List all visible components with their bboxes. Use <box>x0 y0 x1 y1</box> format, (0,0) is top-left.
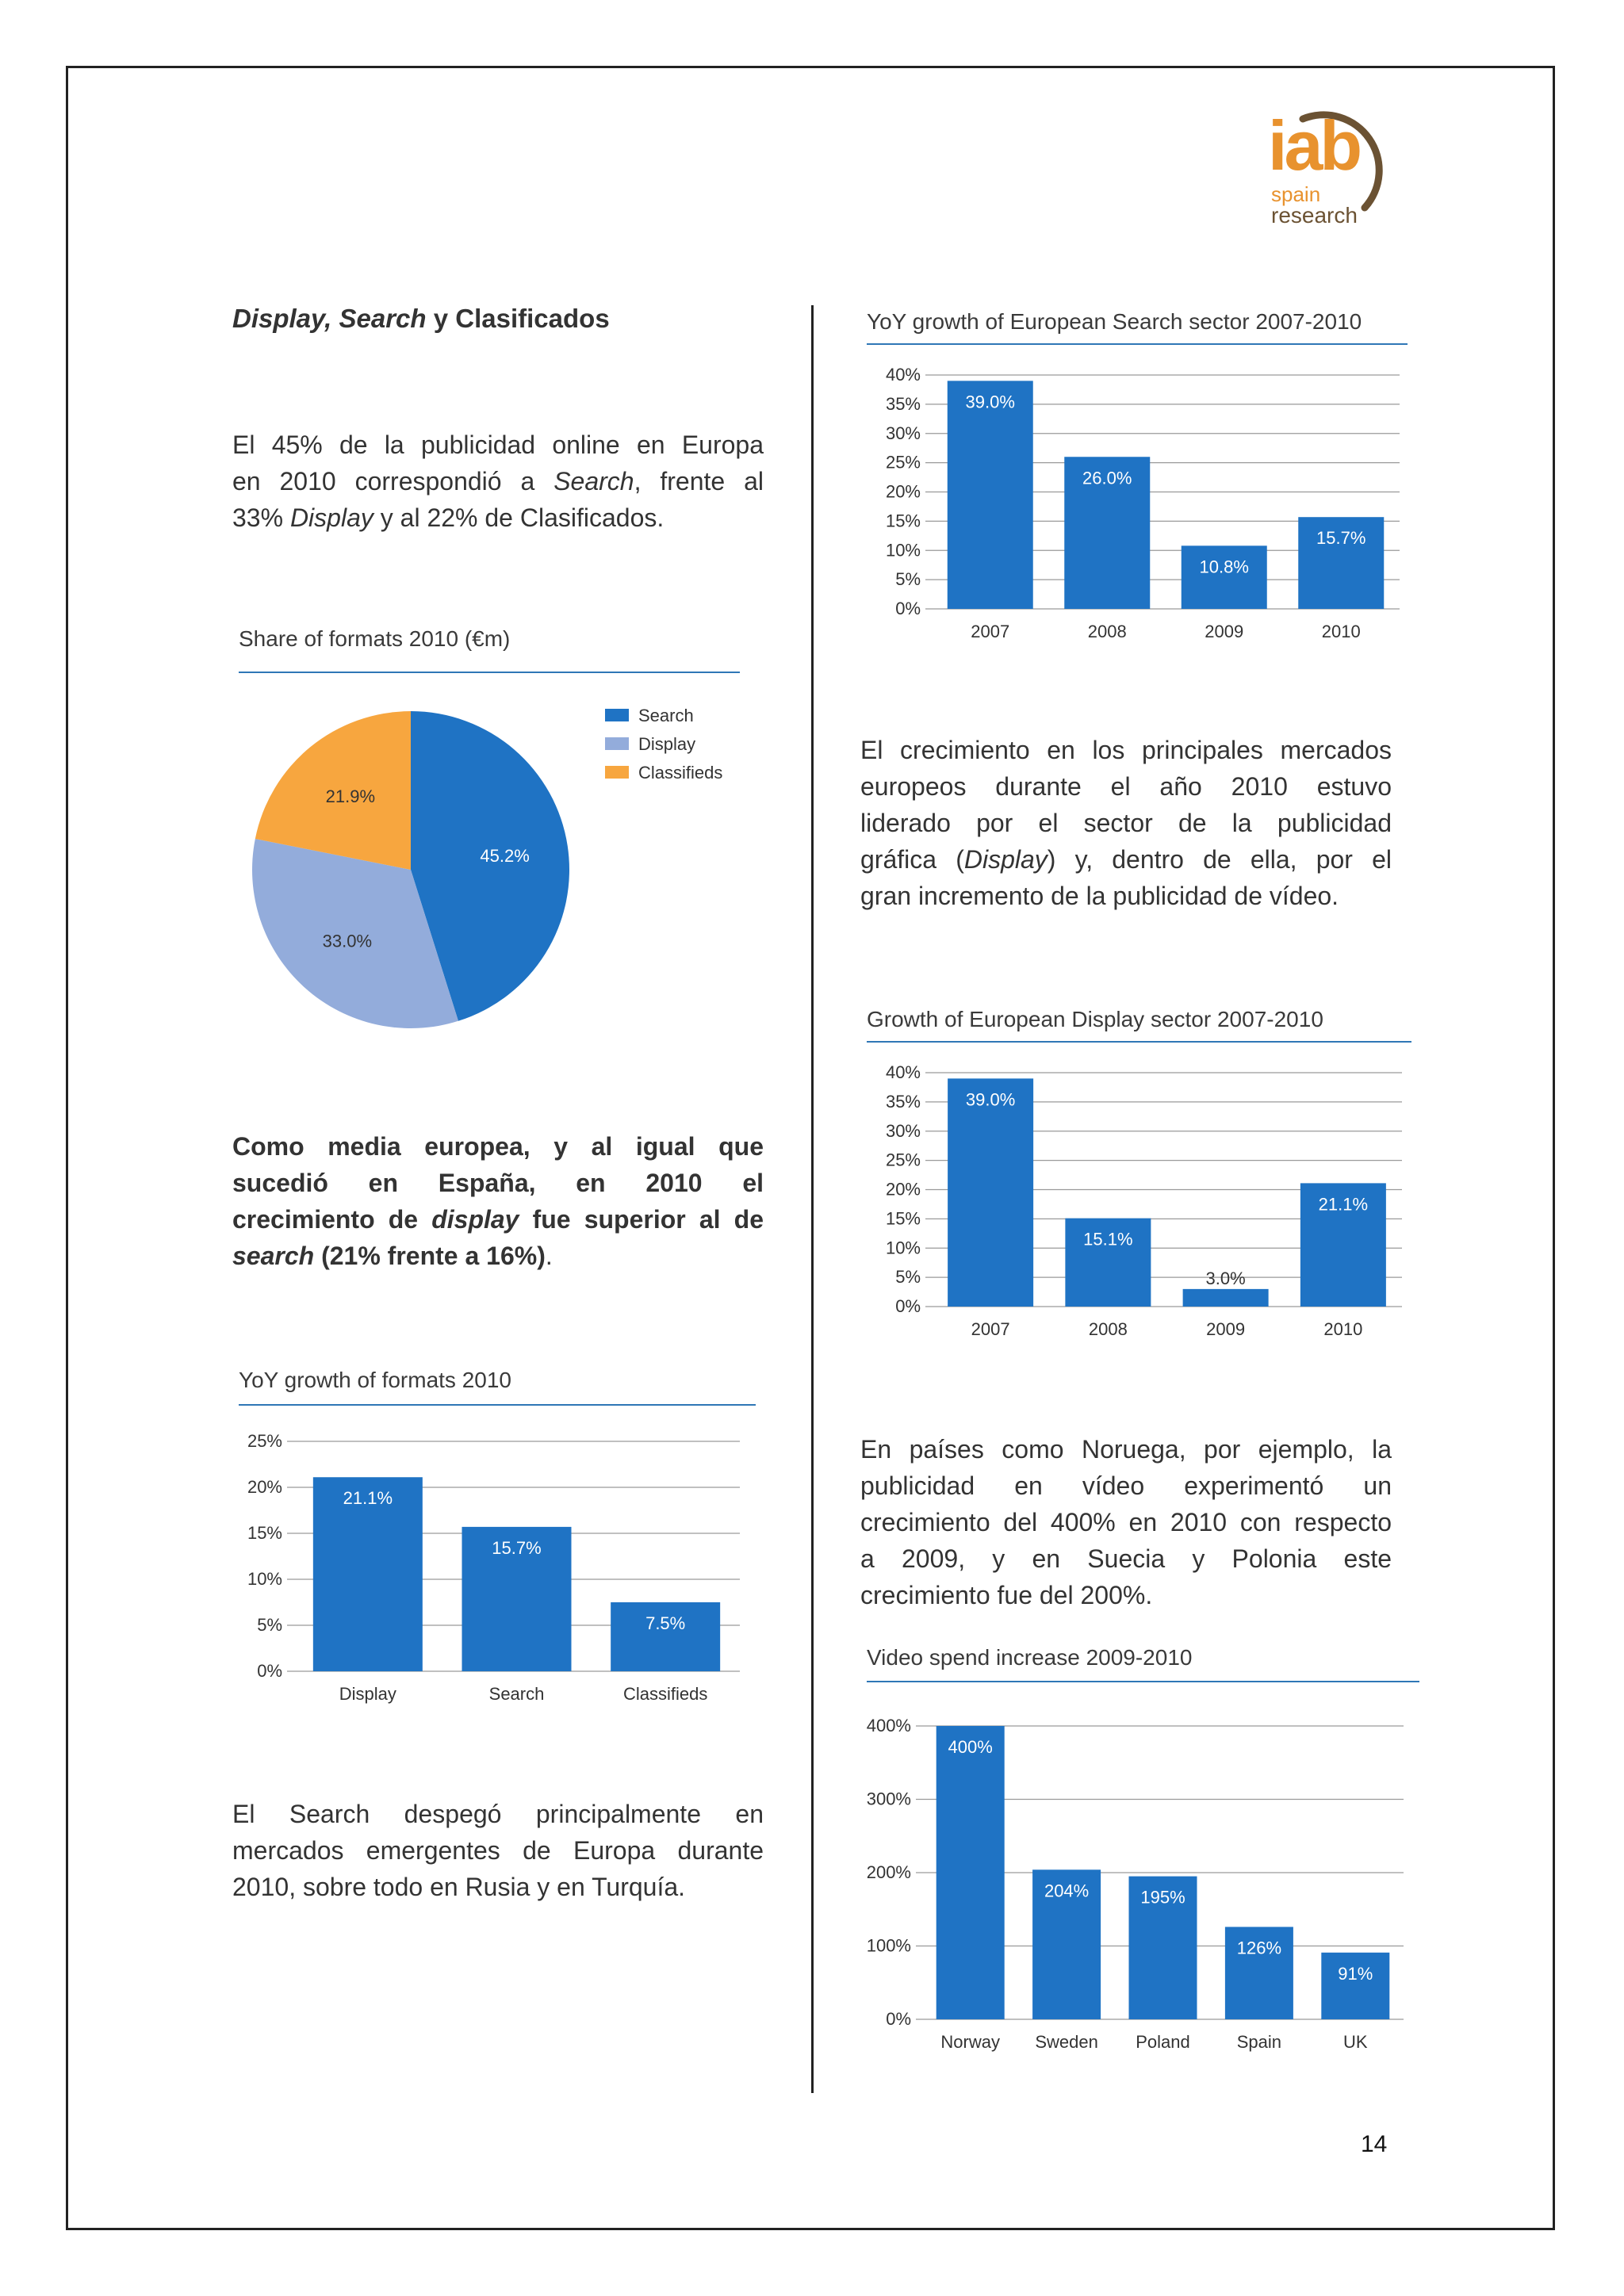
y-tick-label: 5% <box>895 569 921 590</box>
data-label: 26.0% <box>1082 468 1132 488</box>
x-tick-label: 2010 <box>1321 622 1361 641</box>
heading-rest: y Clasificados <box>426 304 610 333</box>
text-line: En países como Noruega, por ejemplo, la <box>860 1435 1392 1464</box>
text-line: crecimiento de display fue superior al de <box>232 1205 764 1234</box>
text-line: en 2010 correspondió a Search, frente al <box>232 467 764 496</box>
y-tick-label: 35% <box>885 393 921 414</box>
y-tick-label: 0% <box>895 599 921 618</box>
y-tick-label: 15% <box>885 511 921 531</box>
x-tick-label: Sweden <box>1035 2032 1098 2052</box>
y-tick-label: 25% <box>885 1150 921 1170</box>
logo-spain-text: spain <box>1271 182 1321 206</box>
chart-title: Share of formats 2010 (€m) <box>239 626 511 651</box>
y-tick-label: 10% <box>885 1238 921 1258</box>
text-line: crecimiento del 400% en 2010 con respecto <box>860 1508 1392 1536</box>
chart-title: Growth of European Display sector 2007-2010 <box>867 1007 1323 1031</box>
yoy-growth-formats-chart <box>232 1368 772 1709</box>
legend-swatch <box>605 709 629 721</box>
bar-uk <box>1321 1953 1389 2019</box>
legend-label: Search <box>638 706 694 725</box>
x-tick-label: Display <box>339 1684 396 1704</box>
x-tick-label: Spain <box>1236 2032 1282 2052</box>
x-tick-label: Search <box>488 1684 545 1704</box>
data-label: 39.0% <box>965 392 1015 412</box>
x-tick-label: 2007 <box>971 622 1010 641</box>
display-sector-growth-chart <box>860 1007 1415 1340</box>
x-tick-label: Poland <box>1136 2032 1190 2052</box>
bar-chart-svg <box>860 309 1415 642</box>
bar-chart-svg <box>232 1368 772 1709</box>
y-tick-label: 0% <box>886 2009 911 2029</box>
y-tick-label: 100% <box>866 1935 911 1956</box>
data-label: 21.1% <box>1318 1194 1369 1215</box>
heading-italic-part: Display, Search <box>232 304 427 333</box>
text-line: 2010, sobre todo en Rusia y en Turquía. <box>232 1873 686 1901</box>
column-divider <box>811 305 814 2093</box>
data-label: 15.7% <box>1316 528 1366 549</box>
legend-swatch <box>605 766 629 779</box>
y-tick-label: 200% <box>866 1862 911 1882</box>
y-tick-label: 40% <box>885 365 921 385</box>
y-tick-label: 5% <box>895 1267 921 1288</box>
iab-spain-research-logo <box>1257 95 1400 238</box>
slice-label: 45.2% <box>480 845 530 866</box>
y-tick-label: 20% <box>247 1477 282 1497</box>
x-tick-label: 2008 <box>1088 1319 1128 1339</box>
video-spend-increase-chart <box>860 1645 1423 2057</box>
y-tick-label: 15% <box>885 1208 921 1229</box>
page-number: 14 <box>1361 2131 1388 2157</box>
text-line: search (21% frente a 16%). <box>232 1242 553 1270</box>
section-heading <box>232 304 610 334</box>
data-label: 7.5% <box>645 1613 686 1633</box>
x-tick-label: 2009 <box>1205 622 1244 641</box>
bar-2007 <box>948 1078 1033 1307</box>
y-tick-label: 5% <box>257 1615 282 1635</box>
text-line: El crecimiento en los principales mercados <box>860 736 1392 764</box>
slice-label: 33.0% <box>322 931 373 951</box>
y-tick-label: 20% <box>885 1179 921 1200</box>
text-line: El 45% de la publicidad online en Europa <box>232 430 764 459</box>
data-label: 39.0% <box>965 1089 1016 1110</box>
text-line: publicidad en vídeo experimentó un <box>860 1471 1392 1500</box>
legend-label: Display <box>638 734 696 754</box>
x-tick-label: 2010 <box>1323 1319 1363 1339</box>
data-label: 204% <box>1044 1881 1090 1901</box>
y-tick-label: 10% <box>247 1569 282 1589</box>
text-line: Como media europea, y al igual que <box>232 1132 764 1161</box>
data-label: 126% <box>1236 1938 1282 1958</box>
y-tick-label: 10% <box>885 540 921 561</box>
pie-chart-svg <box>232 626 756 1039</box>
data-label: 21.1% <box>343 1488 393 1509</box>
text-line: El Search despegó principalmente en <box>232 1800 764 1828</box>
text-line: liderado por el sector de la publicidad <box>860 809 1392 837</box>
share-of-formats-chart <box>232 626 756 1039</box>
x-tick-label: 2009 <box>1206 1319 1246 1339</box>
y-tick-label: 30% <box>885 1120 921 1141</box>
y-tick-label: 30% <box>885 423 921 443</box>
y-tick-label: 25% <box>885 452 921 473</box>
x-tick-label: 2008 <box>1087 622 1127 641</box>
bar-norway <box>936 1726 1005 2019</box>
text-line: 33% Display y al 22% de Clasificados. <box>232 503 665 532</box>
chart-title: YoY growth of European Search sector 2007-2010 <box>867 309 1362 334</box>
x-tick-label: 2007 <box>971 1319 1010 1339</box>
legend-label: Classifieds <box>638 763 723 783</box>
text-line: a 2009, y en Suecia y Polonia este <box>860 1544 1392 1573</box>
left-paragraph-3 <box>232 1796 764 1905</box>
y-tick-label: 0% <box>895 1296 921 1316</box>
data-label: 10.8% <box>1199 557 1249 577</box>
x-tick-label: Classifieds <box>622 1684 708 1704</box>
legend-swatch <box>605 737 629 750</box>
y-tick-label: 20% <box>885 481 921 502</box>
text-line: crecimiento fue del 200%. <box>860 1581 1153 1609</box>
y-tick-label: 15% <box>247 1523 282 1543</box>
logo-research-text: research <box>1271 203 1358 228</box>
logo-iab-text: iab <box>1268 106 1360 185</box>
x-tick-label: UK <box>1343 2032 1368 2052</box>
data-label: 91% <box>1338 1963 1373 1984</box>
search-sector-growth-chart <box>860 309 1415 642</box>
right-paragraph-2 <box>860 1431 1392 1613</box>
y-tick-label: 25% <box>247 1431 282 1451</box>
bar-chart-svg <box>860 1645 1423 2057</box>
y-tick-label: 300% <box>866 1789 911 1809</box>
data-label: 15.7% <box>492 1537 542 1558</box>
text-line: europeos durante el año 2010 estuvo <box>860 772 1392 801</box>
chart-title: Video spend increase 2009-2010 <box>867 1645 1193 1670</box>
left-paragraph-2 <box>232 1128 764 1274</box>
text-line: mercados emergentes de Europa durante <box>232 1836 764 1865</box>
bar-2009 <box>1183 1289 1269 1307</box>
text-line: gran incremento de la publicidad de vídeo. <box>860 882 1339 910</box>
data-label: 15.1% <box>1083 1229 1133 1249</box>
x-tick-label: Norway <box>940 2032 1000 2052</box>
y-tick-label: 35% <box>885 1091 921 1112</box>
bar-2009 <box>1182 545 1267 609</box>
data-label: 400% <box>948 1737 993 1757</box>
text-line: gráfica (Display) y, dentro de ella, por el <box>860 845 1392 874</box>
bar-chart-svg <box>860 1007 1415 1340</box>
y-tick-label: 0% <box>257 1661 282 1681</box>
bar-2007 <box>948 381 1033 609</box>
chart-title: YoY growth of formats 2010 <box>239 1368 511 1392</box>
left-paragraph-1 <box>232 427 764 536</box>
text-line: sucedió en España, en 2010 el <box>232 1169 764 1197</box>
y-tick-label: 40% <box>885 1062 921 1082</box>
data-label: 195% <box>1140 1887 1185 1908</box>
data-label: 3.0% <box>1205 1268 1246 1288</box>
y-tick-label: 400% <box>866 1716 911 1735</box>
slice-label: 21.9% <box>325 786 376 807</box>
right-paragraph-1 <box>860 732 1392 914</box>
